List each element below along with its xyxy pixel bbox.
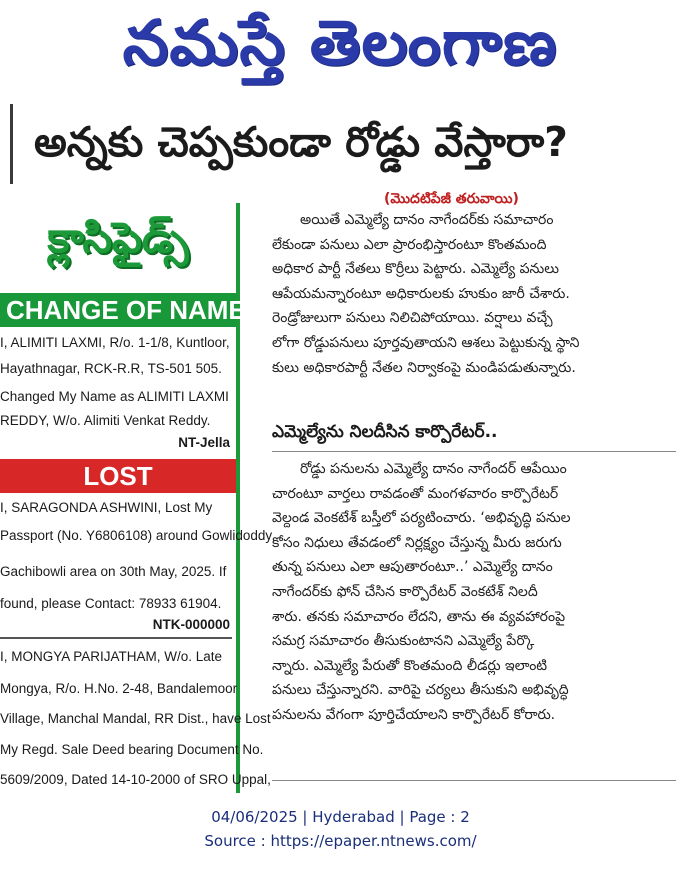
article-line: లోగా రోడ్డుపనులు పూర్తవుతాయని ఆశలు పెట్టుకున్న స్థాని	[272, 334, 580, 351]
classified-line: Village, Manchal Mandal, RR Dist., have Lost	[0, 711, 271, 726]
article-subheading: ఎమ్మెల్యేను నిలదీసిన కార్పొరేటర్..	[272, 422, 498, 442]
article-line: సమగ్ర సమాచారం తీసుకుంటానని ఎమ్మెల్యే పేర్కొ	[272, 633, 535, 650]
classifieds-column	[0, 203, 273, 793]
classified-line: 5609/2009, Dated 14-10-2000 of SRO Uppal,	[0, 772, 271, 787]
classified-line: Passport (No. Y6806108) around Gowlidoddy	[0, 528, 273, 543]
classified-divider	[0, 637, 232, 639]
article-bottom-rule	[272, 780, 676, 781]
classifieds-header: క్లాసిఫైడ్స్	[47, 213, 189, 262]
article-byline: (మొదటిపేజీ తరువాయి)	[384, 191, 519, 207]
article-line: వెల్దండ వెంకటేశ్ బస్తీలో పర్యటించారు. ‘అభివృద్ధి పనుల	[272, 510, 571, 527]
footer-date-line: 04/06/2025 | Hyderabad | Page : 2	[211, 808, 470, 826]
headline-rule	[10, 104, 13, 184]
subheading-rule	[272, 451, 676, 452]
classified-line: Gachibowli area on 30th May, 2025. If	[0, 564, 227, 579]
change-of-name-banner: CHANGE OF NAME	[0, 293, 236, 327]
article-line: నాగేందర్‌కు ఫోన్ చేసిన కార్పొరేటర్ వెంకటేశ్ నిలదీ	[272, 583, 538, 600]
classified-line: REDDY, W/o. Alimiti Venkat Reddy.	[0, 413, 211, 428]
classified-line: Mongya, R/o. H.No. 2-48, Bandalemoor	[0, 681, 238, 696]
change-of-name-signature: NT-Jella	[178, 435, 230, 450]
article-headline: అన్నకు చెప్పకుండా రోడ్డు వేస్తారా?	[34, 118, 568, 166]
classified-line: Changed My Name as ALIMITI LAXMI	[0, 389, 229, 404]
classified-line: My Regd. Sale Deed bearing Document No.	[0, 742, 264, 757]
classified-line: I, ALIMITI LAXMI, R/o. 1-1/8, Kuntloor,	[0, 335, 230, 350]
article-line: కులు అధికారపార్టీ నేతల నిర్వాకంపై మండిపడుతున్నారు.	[272, 359, 576, 376]
classified-line: found, please Contact: 78933 61904.	[0, 596, 222, 611]
article-line: లేకుండా పనులు ఎలా ప్రారంభిస్తారంటూ కొంతమంది	[272, 236, 547, 253]
article-line: చారంటూ వార్తలు రావడంతో మంగళవారం కార్పొరేటర్	[272, 485, 559, 502]
classified-line: I, SARAGONDA ASHWINI, Lost My	[0, 500, 213, 515]
article-line: న్నారు. ఎమ్మెల్యే పేరుతో కొంతమంది లీడర్లు ఇలాంటి	[272, 657, 548, 674]
article-line: అయితే ఎమ్మెల్యే దానం నాగేందర్‌కు సమాచారం	[300, 212, 554, 228]
article-line: పనులను వేగంగా పూర్తిచేయాలని కార్పొరేటర్ కోరారు.	[272, 706, 556, 723]
lost-banner: LOST	[0, 459, 236, 493]
footer-source-link[interactable]: Source : https://epaper.ntnews.com/	[204, 832, 477, 850]
article-line: పనులు చేస్తున్నారని. వారిపై చర్యలు తీసుకుని అభివృద్ధి	[272, 682, 569, 699]
article-line: శారు. తనకు సమాచారం లేదని, తాను ఈ వ్యవహారంపై	[272, 608, 566, 625]
article-line: అధికార పార్టీ నేతలు కొర్రీలు పెట్టారు. ఎమ్మెల్యే పనులు	[272, 261, 559, 278]
masthead	[0, 0, 681, 92]
article-line: కోసం నిధులు తేవడంలో నిర్లక్ష్యం చేస్తున్న మీరు జరుగు	[272, 534, 562, 551]
newspaper-title: నమస్తే తెలంగాణ	[123, 6, 558, 79]
article-paragraph-1	[272, 208, 676, 380]
classified-line: Hayathnagar, RCK-R.R, TS-501 505.	[0, 361, 222, 376]
article-line: రోడ్డు పనులను ఎమ్మెల్యే దానం నాగేందర్ ఆపేయిం	[300, 461, 567, 477]
article-line: రెండ్రోజులుగా పనులు నిలిచిపోయాయి. వర్షాలు వచ్చే	[272, 310, 553, 327]
lost-signature: NTK-000000	[152, 617, 230, 632]
classified-line: I, MONGYA PARIJATHAM, W/o. Late	[0, 649, 223, 664]
article-line: ఆపేయమన్నారంటూ అధికారులకు హుకుం జారీ చేశారు.	[272, 285, 570, 302]
article-line: తున్న పనులు ఎలా ఆపుతారంటూ..’ ఎమ్మెల్యే దానం	[272, 559, 553, 576]
article-paragraph-2	[272, 457, 676, 728]
